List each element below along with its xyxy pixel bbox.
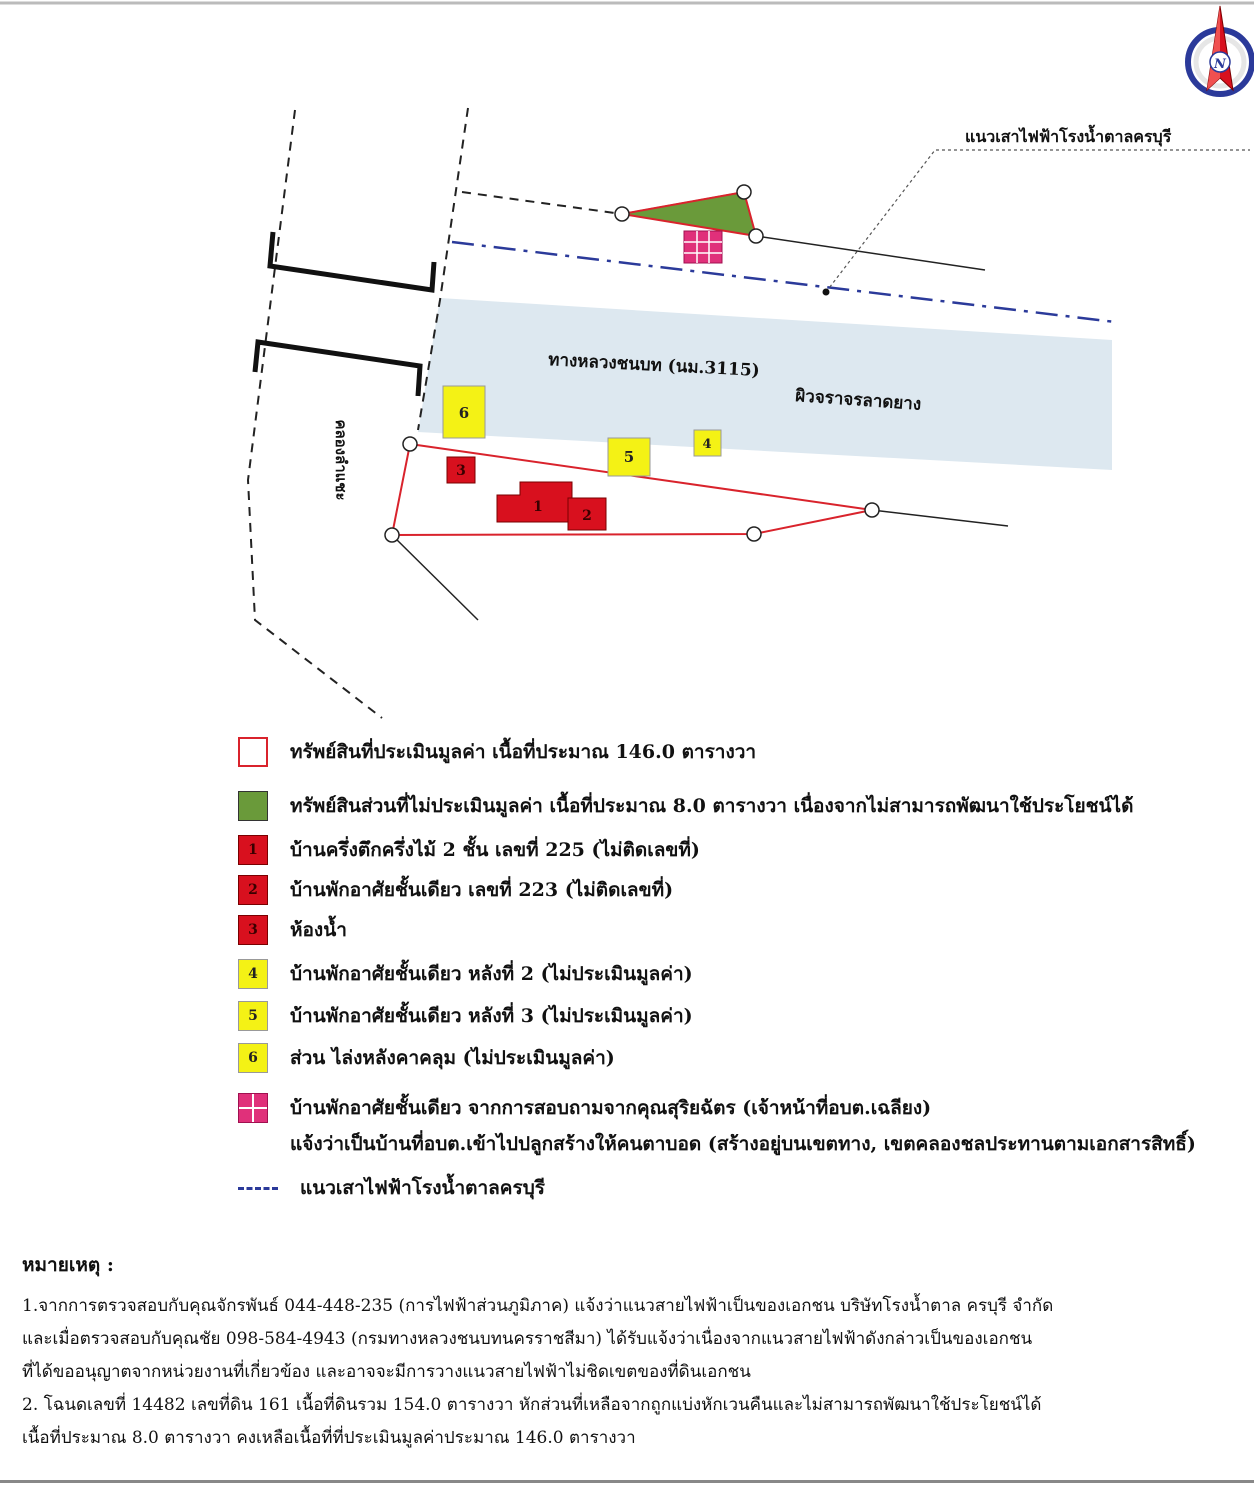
svg-text:3: 3	[456, 463, 466, 479]
community-house-marker	[684, 231, 722, 263]
svg-text:2: 2	[582, 508, 592, 524]
legend-row-building-3: 3 ห้องน้ำ	[238, 913, 347, 947]
legend-swatch-building-2: 2	[238, 875, 268, 905]
legend-row-building-2: 2 บ้านพักอาศัยชั้นเดียว เลขที่ 223 (ไม่ติดเลขที่)	[238, 873, 673, 907]
svg-text:1: 1	[533, 499, 543, 515]
legend-row-building-6: 6 ส่วน ไล่งหลังคาคลุม (ไม่ประเมินมูลค่า)	[238, 1041, 615, 1075]
svg-text:N: N	[1214, 57, 1226, 72]
note-line: เนื้อที่ประมาณ 8.0 ตารางวา คงเหลือเนื้อที่ที่ประเมินมูลค่าประมาณ 146.0 ตารางวา	[22, 1428, 636, 1448]
legend-row-community-house-note: แจ้งว่าเป็นบ้านที่อบต.เข้าไปปลูกสร้างให้คนตาบอด (สร้างอยู่บนเขตทาง, เขตคลองชลประทานตามเอกสารสิทธิ์)	[290, 1133, 1196, 1155]
canal-boundary-left	[248, 110, 382, 718]
power-line-leader	[826, 150, 1250, 292]
note-line: 2. โฉนดเลขที่ 14482 เลขที่ดิน 161 เนื้อที่ดินรวม 154.0 ตารางวา หักส่วนที่เหลือจากถูกแบ่งหักเวนคืนและไม่สามารถพัฒนาใช้ประโยชน์ได้	[22, 1395, 1042, 1415]
legend-swatch-community-house	[238, 1093, 268, 1123]
bottom-rule	[0, 1480, 1254, 1483]
legend-row-building-5: 5 บ้านพักอาศัยชั้นเดียว หลังที่ 3 (ไม่ประเมินมูลค่า)	[238, 999, 693, 1033]
notes-section	[22, 1250, 1242, 1455]
legend-swatch-building-5: 5	[238, 1001, 268, 1031]
power-line-map-label: แนวเสาไฟฟ้าโรงน้ำตาลครบุรี	[965, 127, 1172, 146]
legend-row-power-line: แนวเสาไฟฟ้าโรงน้ำตาลครบุรี	[238, 1171, 545, 1205]
legend-swatch-excluded	[238, 791, 268, 821]
site-map	[0, 0, 1254, 720]
svg-text:6: 6	[458, 404, 470, 422]
excluded-area	[622, 192, 756, 236]
note-line: ที่ได้ขออนุญาตจากหน่วยงานที่เกี่ยวข้อง และอาจจะมีการวางแนวสายไฟฟ้าไม่ชิดเขตของที่ดินเอกชน	[22, 1362, 751, 1382]
road-band	[418, 298, 1112, 470]
legend-row-community-house: บ้านพักอาศัยชั้นเดียว จากการสอบถามจากคุณสุริยฉัตร (เจ้าหน้าที่อบต.เฉลียง)	[238, 1091, 931, 1125]
legend-row-building-4: 4 บ้านพักอาศัยชั้นเดียว หลังที่ 2 (ไม่ประเมินมูลค่า)	[238, 957, 693, 991]
north-arrow-icon	[1188, 6, 1252, 94]
legend-row-building-1: 1 บ้านครึ่งตึกครึ่งไม้ 2 ชั้น เลขที่ 225 (ไม่ติดเลขที่)	[238, 833, 700, 867]
road-surface-label: ผิวจราจรลาดยาง	[794, 386, 922, 415]
legend-swatch-parcel	[238, 737, 268, 767]
bridge-lower	[255, 342, 420, 396]
note-line: และเมื่อตรวจสอบกับคุณชัย 098-584-4943 (กรมทางหลวงชนบทนครราชสีมา) ได้รับแจ้งว่าเนื่องจากแนวสายไฟฟ้าดังกล่าวเป็นของเอกชน	[22, 1329, 1033, 1349]
legend-swatch-building-6: 6	[238, 1043, 268, 1073]
legend-swatch-building-3: 3	[238, 915, 268, 945]
legend-swatch-building-1: 1	[238, 835, 268, 865]
notes-title: หมายเหตุ :	[22, 1254, 114, 1276]
legend-row-parcel: ทรัพย์สินที่ประเมินมูลค่า เนื้อที่ประมาณ 146.0 ตารางวา	[238, 735, 756, 769]
svg-text:5: 5	[623, 448, 635, 466]
legend-swatch-power-line	[238, 1173, 290, 1203]
bridge-upper	[270, 232, 434, 290]
legend-swatch-building-4: 4	[238, 959, 268, 989]
canal-label: คลองลำแชะ	[332, 419, 350, 501]
legend-row-excluded: ทรัพย์สินส่วนที่ไม่ประเมินมูลค่า เนื้อที่ประมาณ 8.0 ตารางวา เนื่องจากไม่สามารถพัฒนาใช้ประโยชน์ได้	[238, 789, 1133, 823]
note-line: 1.จากการตรวจสอบกับคุณจักรพันธ์ 044-448-235 (การไฟฟ้าส่วนภูมิภาค) แจ้งว่าแนวสายไฟฟ้าเป็นของเอกชน บริษัทโรงน้ำตาล ครบุรี จำกัด	[22, 1296, 1054, 1316]
road-label: ทางหลวงชนบท (นม.3115)	[547, 350, 761, 382]
svg-text:4: 4	[702, 437, 712, 452]
row-boundary-top	[462, 192, 622, 214]
